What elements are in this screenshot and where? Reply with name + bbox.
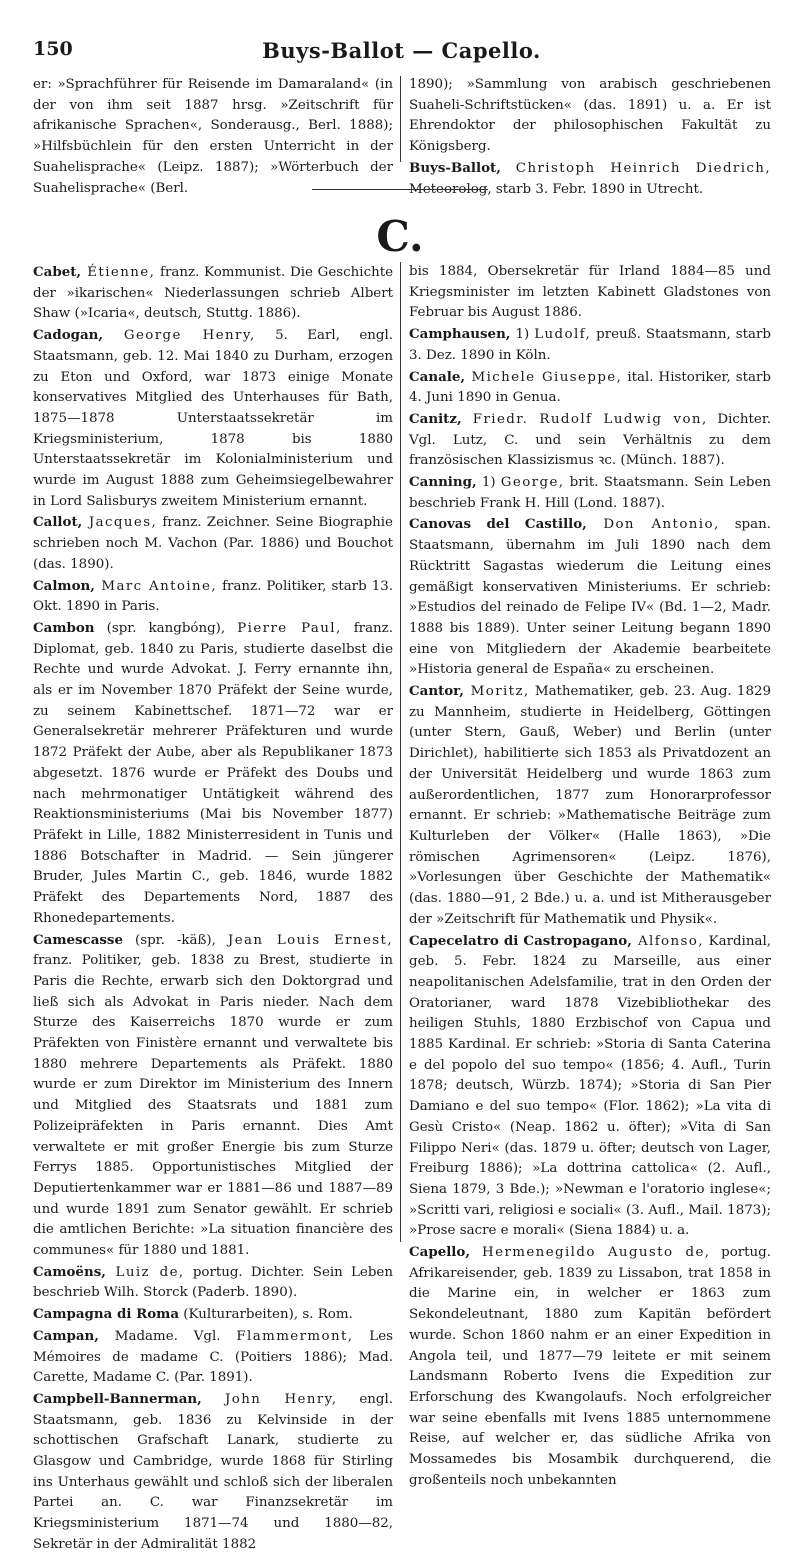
entry-paragraph — [409, 931, 771, 1243]
entry-paragraph — [409, 1242, 771, 1491]
entry-headword: Capecelatro di Castropagano, — [409, 932, 632, 949]
entry-name: Michele Giuseppe, — [465, 369, 623, 385]
entry-headword: Cabet, — [33, 264, 82, 280]
entry-text: (Kulturarbeiten), s. Rom. — [179, 1307, 353, 1323]
entry-name: Jean Louis Ernest, — [227, 932, 393, 948]
entry-text: franz. Politiker, starb 13. Okt. 1890 in Paris. — [33, 578, 393, 615]
entry-name: Marc Antoine, — [94, 578, 218, 594]
entry-headword: Calmon, — [33, 577, 95, 594]
entry-text: ital. Historiker, starb 4. Juni 1890 in Genua. — [409, 369, 771, 406]
entry-text: 5. Earl, engl. Staatsmann, geb. 12. Mai 1840 zu Durham, erzogen zu Eton und Oxford, war 1873 einige Monate konservatives Mitglied des Unterhauses für Bath, 1875—1878 Unterstaatssekretär im Kriegsministerium, 1878 bis 1880 Unterstaatssekretär im Kolonialministerium und wurde im August 1888 zum Geheimsiegelbewahrer in Lord Salisburys zweitem Ministerium ernannt. — [33, 328, 393, 509]
entry-text: Mathematiker, geb. 23. Aug. 1829 zu Mannheim, studierte in Heidelberg, Göttingen (unter Stern, Gauß, Weber) und Berlin (unter Dirichlet), habilitierte sich 1853 als Privatdozent an der Universität Heidelberg und wurde 1863 zum außerordentlichen, 1877 zum Honorarprofessor ernannt. Er schrieb: »Mathematische Beiträge zum Kulturleben der Völker« (Halle 1863), »Die römischen Agrimensoren« (Leipz. 1876), »Vorlesungen über Geschichte der Mathematik« (das. 1880—91, 2 Bde.) u. a. und ist Mitherausgeber der »Zeitschrift für Mathematik und Physik«. — [409, 684, 772, 927]
entry-paragraph — [409, 681, 771, 930]
entry-name: Flammermont, — [236, 1328, 354, 1344]
entry-text: engl. Staatsmann, geb. 1836 zu Kelvinside in der schottischen Grafschaft Lanark, studierte zu Glasgow und Cambridge, wurde 1868 für Stirling ins Unterhaus gewählt und schloß sich der liberalen Partei an. C. war Finanzsekretär im Kriegsministerium 1871—74 und 1880—82, Sekretär in der Admiralität 1882 — [33, 1391, 393, 1552]
entry-text: franz. Politiker, geb. 1838 zu Brest, studierte in Paris die Rechte, erwarb sich den Doktorgrad und ließ sich als Advokat in Paris nieder. Nach dem Sturze des Kaiserreichs 1870 wurde er zum Präfekten von Finistère ernannt und verwaltete bis 1880 mehrere Departements als Präfekt. 1880 wurde er zum Direktor im Ministerium des Innern und Mitglied des Staatsrats und 1881 zum Polizeipräfekten in Paris ernannt. Dies Amt verwaltete er mit großer Energie bis zum Sturze Ferrys 1885. Opportunistisches Mitglied der Deputiertenkammer war er 1881—86 und 1887—89 und wurde 1891 zum Senator gewählt. Er schrieb die amtlichen Berichte: »La situation financière des communes« für 1880 und 1881. — [33, 953, 393, 1259]
entry-name: Alfonso, — [631, 933, 704, 949]
entry-paragraph — [409, 158, 771, 200]
entry-text: 1) — [476, 475, 501, 491]
entry-paragraph — [409, 409, 771, 472]
entry-name: Ludolf, — [534, 327, 592, 343]
entry-paragraph — [33, 325, 393, 512]
entry-headword: Camoëns, — [33, 1263, 106, 1280]
entry-headword: Callot, — [33, 514, 83, 531]
page-number: 150 — [33, 38, 73, 60]
entry-headword: Canale, — [409, 368, 466, 385]
entry-paragraph — [33, 1326, 393, 1389]
entry-paragraph — [409, 75, 771, 158]
entry-text: bis 1884, Obersekretär für Irland 1884—85 und Kriegsminister im letzten Kabinett Gladstones von Februar bis August 1886. — [409, 264, 771, 321]
entry-paragraph — [409, 324, 771, 366]
entry-headword: Campagna di Roma — [33, 1306, 179, 1323]
top-left-column — [33, 75, 393, 199]
entry-text: 1) — [510, 327, 535, 343]
entry-text: franz. Diplomat, geb. 1840 zu Paris, studierte daselbst die Rechte und wurde Advokat. J. Ferry ernannte ihn, als er im November 1870 Präfekt der Seine wurde, zu seinem Kabinettschef. 1871—72 war er Generalsekretär mehrerer Präfekturen und wurde 1872 Präfekt der Aube, aber als Republikaner 1873 abgesetzt. 1876 wurde er Präfekt des Doubs und nach mehrmonatiger Untätigkeit während des Reaktionsministeriums (Mai bis November 1877) Präfekt in Lille, 1882 Ministerresident in Tunis und 1886 Botschafter in Madrid. — Sein jüngerer Bruder, Jules Martin C., geb. 1846, wurde 1882 Präfekt des Departements Nord, 1887 des Rhonedepartements. — [33, 620, 393, 926]
entry-name: John Henry, — [201, 1391, 338, 1407]
entry-headword: Canitz, — [409, 410, 462, 427]
entry-headword: Campbell-Bannerman, — [33, 1390, 202, 1407]
entry-text: portug. Afrikareisender, geb. 1839 zu Lissabon, trat 1858 in die Marine ein, in welcher er 1863 zum Sekondeleutnant, 1880 zum Kapitän befördert wurde. Schon 1860 nahm er an einer Expedition in Angola teil, und 1877—79 leitete er mit seinem Landsmann Roberto Ivens die Expedition zur Erforschung des Kwangolaufs. Noch erfolgreicher war seine ebenfalls mit Ivens 1885 unternommene Reise, auf welcher er, das südliche Afrika von Mossamedes bis Mosambik durchquerend, die großenteils noch unbekannten — [409, 1245, 771, 1488]
entry-paragraph — [33, 576, 393, 618]
entry-paragraph — [33, 262, 393, 325]
entry-text: Dichter. Vgl. Lutz, C. und sein Verhältnis zu dem französischen Klassizismus ꝛc. (Münch. 1887). — [409, 411, 772, 469]
entry-name: George Henry, — [103, 328, 256, 344]
entry-name: Pierre Paul, — [237, 620, 342, 636]
entry-headword: Cambon — [33, 619, 95, 636]
entry-headword: Camescasse — [33, 931, 123, 948]
right-column — [409, 262, 771, 1491]
running-title: Buys-Ballot — Capello. — [262, 38, 541, 63]
entry-text: Meteorolog, starb 3. Febr. 1890 in Utrecht. — [409, 181, 704, 197]
entry-name: Luiz de, — [105, 1264, 185, 1280]
entry-text: Kardinal, geb. 5. Febr. 1824 zu Marseille, aus einer neapolitanischen Adelsfamilie, trat in den Orden der Oratorianer, ward 1878 Vizebibliothekar des heiligen Stuhls, 1880 Erzbischof von Capua und 1885 Kardinal. Er schrieb: »Storia di Santa Caterina e del popolo del suo tempo« (1856; 4. Aufl., Turin 1878; deutsch, Würzb. 1874); »Storia di San Pier Damiano e del suo tempo« (Flor. 1862); »La vita di Gesù Cristo« (Neap. 1862 u. öfter); »Vita di San Filippo Neri« (das. 1879 u. öfter; deutsch von Lager, Freiburg 1886); »La dottrina cattolica« (2. Aufl., Siena 1879, 3 Bde.); »Newman e l'oratorio inglese«; »Scritti vari, religiosi e sociali« (3. Aufl., Mail. 1873); »Prose sacre e morali« (Siena 1884) u. a. — [409, 933, 771, 1239]
entry-text: franz. Zeichner. Seine Biographie schrieben noch M. Vachon (Par. 1886) und Bouchot (das. 1890). — [33, 515, 393, 572]
left-column — [33, 262, 393, 1556]
entry-headword: Capello, — [409, 1244, 470, 1261]
entry-text: portug. Dichter. Sein Leben beschrieb Wilh. Storck (Paderb. 1890). — [33, 1264, 393, 1301]
entry-headword: Canning, — [409, 474, 477, 491]
entry-name: Moritz, — [463, 684, 530, 700]
entry-text: Les Mémoires de madame C. (Poitiers 1886); Mad. Carette, Madame C. (Par. 1891). — [33, 1328, 393, 1386]
entry-paragraph — [409, 262, 771, 324]
entry-name: Jacques, — [82, 515, 158, 531]
entry-text: span. Staatsmann, übernahm im Juli 1890 nach dem Rücktritt Sagastas wiederum die Leitung eines gemäßigt konservativen Ministeriums. Er schrieb: »Estudios del reinado de Felipe IV« (Bd. 1—2, Madr. 1888 bis 1889). Unter seiner Leitung begann 1890 eine von Mitgliedern der Akademie bearbeitete »Historia general de España« zu erscheinen. — [409, 517, 771, 678]
column-divider-main — [400, 262, 401, 1242]
entry-text: er: »Sprachführer für Reisende im Damaraland« (in der von ihm seit 1887 hrsg. »Zeitschrift für afrikanische Sprachen«, Sonderausg., Berl. 1888); »Hilfsbüchlein für den ersten Unterricht in der Suahelisprache« (Leipz. 1887); »Wörterbuch der Suahelisprache« (Berl. — [33, 77, 393, 196]
entry-paragraph — [33, 512, 393, 575]
entry-paragraph — [33, 1389, 393, 1556]
entry-headword: Camphausen, — [409, 326, 511, 343]
entry-headword: Cadogan, — [33, 327, 104, 344]
entry-headword: Buys-Ballot, — [409, 159, 501, 176]
entry-paragraph — [33, 1304, 393, 1326]
entry-name: Friedr. Rudolf Ludwig von, — [461, 411, 708, 427]
entry-headword: Campan, — [33, 1327, 99, 1344]
entry-paragraph — [33, 1262, 393, 1304]
entry-paragraph — [33, 930, 393, 1262]
entry-name: George, — [500, 475, 565, 491]
entry-headword: Cantor, — [409, 683, 464, 700]
entry-headword: Canovas del Castillo, — [409, 516, 587, 533]
entry-text: (spr. -käß), — [123, 932, 228, 948]
entry-text: brit. Staatsmann. Sein Leben beschrieb Frank H. Hill (Lond. 1887). — [409, 475, 771, 511]
top-right-column — [409, 75, 771, 200]
column-divider-top — [400, 76, 401, 162]
entry-name: Hermenegildo Augusto de, — [469, 1245, 711, 1261]
entry-paragraph — [409, 472, 771, 514]
entry-text: (spr. kangbóng), — [94, 620, 238, 636]
entry-name: Étienne, — [81, 265, 156, 280]
entry-text: preuß. Staatsmann, starb 3. Dez. 1890 in Köln. — [409, 327, 771, 363]
section-separator-rule — [312, 189, 488, 190]
entry-paragraph — [409, 367, 771, 409]
entry-text: franz. Kommunist. Die Geschichte der »ikarischen« Niederlassungen schrieb Albert Shaw (»Icaria«, deutsch, Stuttg. 1886). — [33, 265, 394, 322]
entry-name: Don Antonio, — [586, 517, 720, 533]
entry-paragraph — [33, 618, 393, 930]
section-letter: C. — [376, 212, 424, 261]
page-header — [33, 32, 770, 68]
entry-name: Christoph Heinrich Diedrich, — [500, 160, 771, 176]
entry-paragraph — [409, 514, 771, 681]
entry-paragraph — [33, 75, 393, 199]
entry-text: Madame. Vgl. — [98, 1328, 237, 1344]
entry-text: 1890); »Sammlung von arabisch geschriebenen Suaheli-Schriftstücken« (das. 1891) u. a. Er ist Ehrendoktor der philosophischen Fakultät zu Königsberg. — [409, 77, 771, 155]
